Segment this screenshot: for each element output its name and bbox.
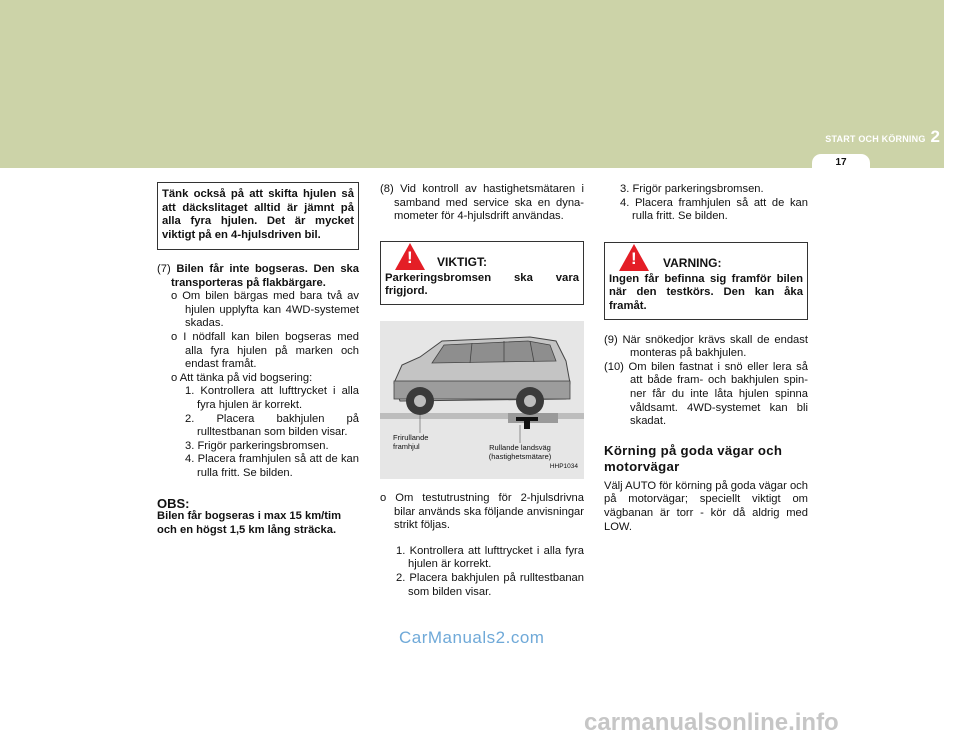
column-middle bbox=[380, 183, 584, 599]
rolling-road-label: Rullande landsväg (hastighetsmätare) bbox=[488, 442, 552, 461]
warning-icon: ! bbox=[619, 244, 649, 271]
figure-code: HHP1034 bbox=[549, 463, 578, 471]
section-title: START OCH KÖRNING bbox=[825, 134, 926, 144]
item-10: (10) Om bilen fastnat i snö eller lera så att både fram- och bakhjulen spin-ner får du inte låta hjulen spinna våldsamt. 4WD-systemet kan bli skadat. bbox=[604, 360, 808, 428]
step-4: 4. Placera framhjulen så att de kan rulla fritt. Se bilden. bbox=[620, 196, 808, 223]
step-3: 3. Frigör parkeringsbromsen. bbox=[185, 439, 329, 452]
item-8: (8) Vid kontroll av hastighetsmätaren i samband med service ska en dyna-mometer för 4-hjulsdrift användas. bbox=[380, 183, 584, 223]
warning-title: VARNING: bbox=[663, 256, 722, 271]
header-band bbox=[0, 0, 944, 168]
carmanuals-logo[interactable]: CarManuals2.com bbox=[399, 628, 545, 647]
tip-box: Tänk också på att skifta hjulen så att däckslitaget alltid är jämnt på alla fyra hjulen. Det är mycket viktigt på en 4-hjulsdriven bil. bbox=[157, 182, 359, 250]
step-2: 2. Placera bakhjulen på rulltestbanan som bilden visar. bbox=[396, 571, 584, 598]
free-rolling-front-wheel-label: Frirullande framhjul bbox=[393, 432, 429, 451]
chapter-number: 2 bbox=[930, 127, 940, 146]
item-9: (9) När snökedjor krävs skall de endast monteras på bakhjulen. bbox=[604, 333, 808, 360]
warning-icon: ! bbox=[395, 243, 425, 270]
watermark: carmanualsonline.info bbox=[584, 709, 839, 736]
warning-box bbox=[604, 242, 808, 320]
section-body: Välj AUTO för körning på goda vägar och på motorvägar; speciellt viktigt om vägbanan är torr - kör då aldrig med LOW. bbox=[604, 479, 808, 533]
section-header bbox=[825, 127, 940, 147]
obs-title: OBS: bbox=[157, 495, 190, 511]
step-2: 2. Placera bakhjulen på rulltestbanan som bilden visar. bbox=[185, 412, 359, 439]
step-4: 4. Placera framhjulen så att de kan rulla fritt. Se bilden. bbox=[185, 453, 359, 479]
obs-text: Bilen får bogseras i max 15 km/tim och en högst 1,5 km lång sträcka. bbox=[157, 510, 342, 536]
bullet-3: o Att tänka på vid bogsering: bbox=[171, 371, 313, 384]
warning-text: Ingen får befinna sig framför bilen när den testkörs. Den kan åka framåt. bbox=[609, 272, 803, 312]
step-1: 1. Kontrollera att lufttrycket i alla fyra hjulen är korrekt. bbox=[396, 544, 584, 571]
section-heading: Körning på goda vägar och motorvägar bbox=[604, 442, 783, 474]
important-title: VIKTIGT: bbox=[437, 255, 487, 270]
important-box bbox=[380, 241, 584, 305]
step-1: 1. Kontrollera att lufttrycket i alla fyra hjulen är korrekt. bbox=[185, 385, 359, 411]
bullet-2: o I nödfall kan bilen bogseras med alla fyra hjulen på marken och endast framåt. bbox=[171, 330, 359, 371]
bullet-1: o Om bilen bärgas med bara två av hjulen upplyfta kan 4WD-systemet skadas. bbox=[171, 290, 359, 330]
item-7 bbox=[157, 263, 359, 290]
item-7-text: Bilen får inte bogseras. Den ska transporteras på flakbärgare. bbox=[171, 263, 359, 289]
step-3: 3. Frigör parkeringsbromsen. bbox=[620, 183, 764, 195]
column-left bbox=[157, 182, 359, 537]
item-7-number: (7) bbox=[157, 263, 171, 275]
bullet-2wd: o Om testutrustning för 2-hjulsdrivna bilar används ska följande anvisningar strikt följas. bbox=[380, 491, 584, 532]
column-right bbox=[604, 183, 808, 534]
dynamometer-figure bbox=[380, 321, 584, 479]
important-text: Parkeringsbromsen ska vara frigjord. bbox=[385, 271, 579, 298]
page-number: 17 bbox=[812, 154, 870, 171]
